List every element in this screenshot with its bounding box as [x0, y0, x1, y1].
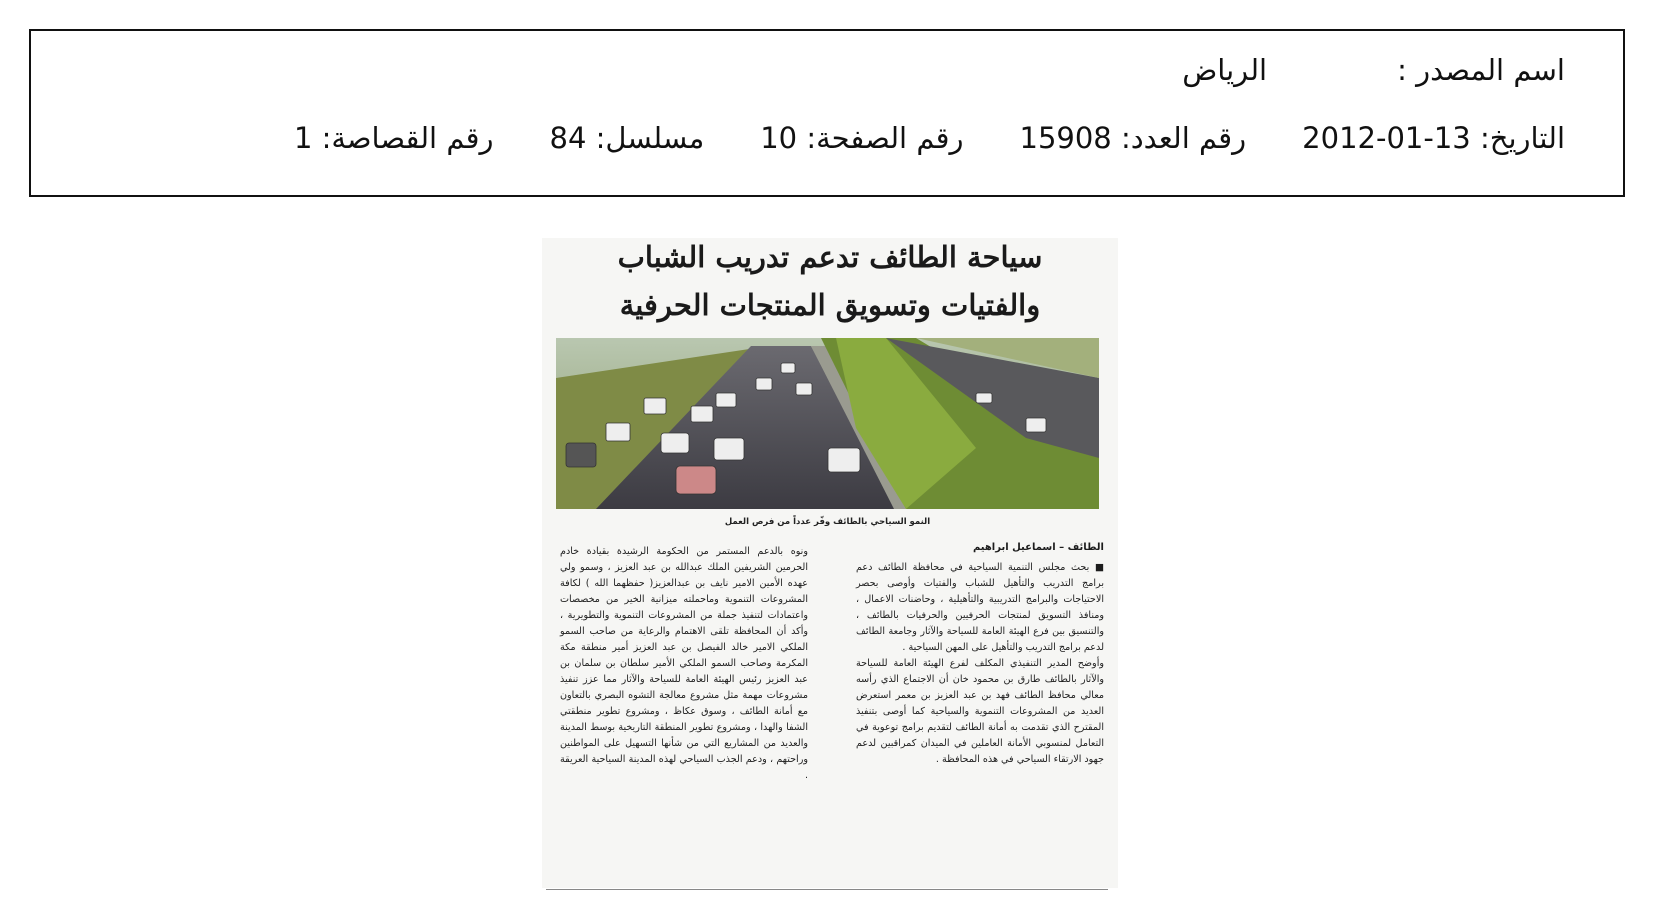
issue-field: رقم العدد: 15908: [1019, 121, 1247, 155]
bottom-rule: [546, 889, 1108, 890]
clipping-metadata-box: [29, 29, 1625, 197]
date-field: التاريخ: 13-01-2012: [1302, 121, 1565, 155]
highway-photo: [556, 338, 1099, 509]
page-field: رقم الصفحة: 10: [760, 121, 964, 155]
details-row: [294, 121, 1565, 155]
serial-field: مسلسل: 84: [549, 121, 705, 155]
photo-caption: النمو السياحي بالطائف وفّر عدداً من فرص العمل: [724, 517, 931, 527]
source-value: الرياض: [1182, 53, 1268, 87]
article-column-left: [560, 544, 808, 784]
source-row: [1182, 53, 1565, 87]
clip-number-field: رقم القصاصة: 1: [293, 121, 494, 155]
paragraph: ■ بحث مجلس التنمية السياحية في محافظة الطائف دعم برامج التدريب والتأهيل للشباب والفتيات وأوصى بحصر الاحتياجات والبرامج التدريبية والتأهيلية ، وحاضنات الاعمال ، ومنافذ التسويق لمنتجات الحرفيين والحرفيات بالطائف ، والتنسيق بين فرع الهيئة العامة للسياحة والآثار وجامعة الطائف لدعم برامج التدريب والتأهيل على المهن السياحية .: [856, 562, 1104, 653]
source-label: اسم المصدر :: [1397, 53, 1565, 87]
article-column-right: [856, 540, 1104, 768]
paragraph: وأوضح المدير التنفيذي المكلف لفرع الهيئة العامة للسياحة والآثار بالطائف طارق بن محمود خان أن الاجتماع الذي رأسه معالي محافظ الطائف فهد بن عبد العزيز بن معمر استعرض العديد من المشروعات التنموية والسياحية كما أوصى بتنفيذ المقترح الذي تقدمت به أمانة الطائف لتقديم برامج توعوية في التعامل لمنسوبي الأمانة العاملين في الميدان كمراقبين لدعم جهود الارتقاء السياحي في هذه المحافظة .: [856, 658, 1104, 765]
paragraph: ونوه بالدعم المستمر من الحكومة الرشيدة بقيادة خادم الحرمين الشريفين الملك عبدالله بن عبد العزيز ، وسمو ولي عهده الأمين الامير نايف بن عبدالعزيز( حفظهما الله ) لكافة المشروعات التنموية وماحملته ميزانية الخير من مخصصات واعتمادات لتنفيذ جملة من المشروعات التنموية والتطويرية ، وأكد أن المحافظة تلقى الاهتمام والرعاية من صاحب السمو الملكي الامير خالد الفيصل بن عبد العزيز أمير منطقة مكة المكرمة وصاحب السمو الملكي الأمير سلطان بن سلمان بن عبد العزيز رئيس الهيئة العامة للسياحة والآثار مما عزز تنفيذ مشروعات مهمة مثل مشروع معالجة التشوه البصري بالتعاون مع أمانة الطائف ، وسوق عكاظ ، ومشروع تطوير منطقتي الشفا والهدا ، ومشروع تطوير المنطقة التاريخية بوسط المدينة والعديد من المشاريع التي من شأنها التسهيل على المواطنين وراحتهم ، ودعم الجذب السياحي لهذه المدينة السياحية العريقة .: [560, 546, 808, 781]
headline-line-1: سياحة الطائف تدعم تدريب الشباب: [617, 240, 1043, 274]
byline: الطائف – اسماعيل ابراهيم: [972, 542, 1104, 553]
newspaper-clipping: [542, 238, 1118, 888]
headline-line-2: والفتيات وتسويق المنتجات الحرفية: [619, 288, 1041, 322]
